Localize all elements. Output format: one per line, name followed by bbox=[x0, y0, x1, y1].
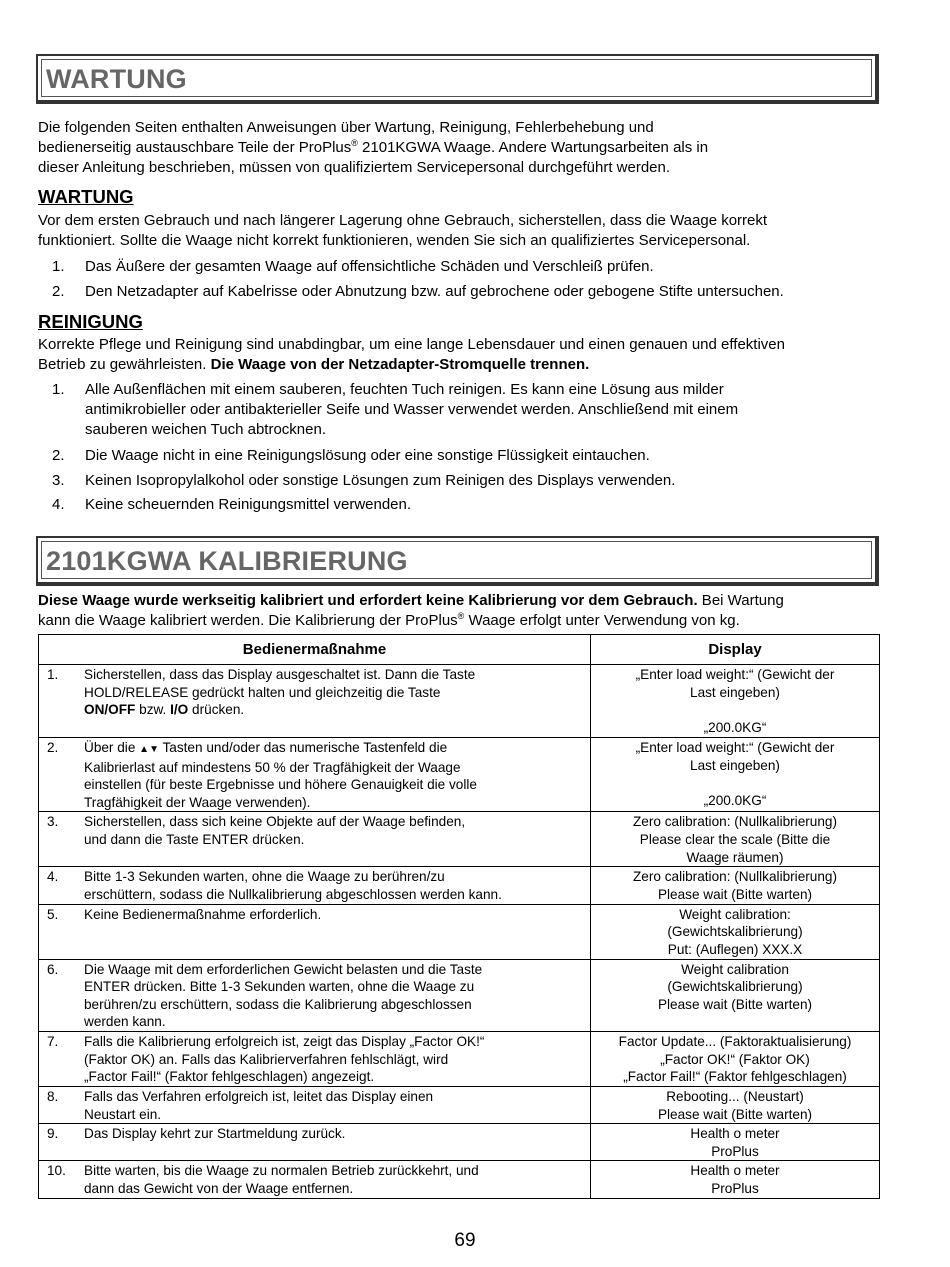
calibration-table bbox=[38, 634, 880, 1199]
wartung-paragraph: Vor dem ersten Gebrauch und nach längerer Lagerung ohne Gebrauch, sicherstellen, dass die Waage korrekt funktioniert. Sollte die Waage nicht korrekt funktionieren, wenden Sie sich an qualifiziertes Servicepersonal. bbox=[38, 212, 768, 249]
display-cell: Zero calibration: (Nullkalibrierung) Please wait (Bitte warten) bbox=[591, 867, 880, 904]
action-cell: 3. Sicherstellen, dass sich keine Objekte auf der Waage befinden, und dann die Taste ENTER drücken. bbox=[39, 812, 591, 867]
section-title: WARTUNG bbox=[46, 64, 187, 94]
table-row bbox=[39, 738, 880, 812]
reinigung-paragraph: Korrekte Pflege und Reinigung sind unabdingbar, um eine lange Lebensdauer und einen genauen und effektiven Betrieb zu gewährleisten. Die Waage von der Netzadapter-Stromquelle trennen. bbox=[38, 336, 785, 373]
action-cell: 5. Keine Bedienermaßnahme erforderlich. bbox=[39, 904, 591, 959]
up-down-arrow-icon: ▲▼ bbox=[139, 744, 159, 755]
table-row bbox=[39, 904, 880, 959]
display-cell: „Enter load weight:“ (Gewicht der Last eingeben) „200.0KG“ bbox=[591, 738, 880, 812]
table-row bbox=[39, 1161, 880, 1198]
section-banner-kalibrierung bbox=[36, 536, 879, 586]
table-header-row bbox=[39, 635, 880, 665]
table-row bbox=[39, 1086, 880, 1123]
column-header-display: Display bbox=[591, 635, 880, 665]
intro-line: dieser Anleitung beschrieben, müssen von qualifiziertem Servicepersonal durchgeführt werden. bbox=[38, 159, 671, 176]
table-row bbox=[39, 665, 880, 738]
column-header-action: Bedienermaßnahme bbox=[39, 635, 591, 665]
display-cell: Weight calibration (Gewichtskalibrierung) Please wait (Bitte warten) bbox=[591, 959, 880, 1031]
heading-wartung: WARTUNG bbox=[38, 186, 134, 207]
display-cell: Zero calibration: (Nullkalibrierung) Please clear the scale (Bitte die Waage räumen) bbox=[591, 812, 880, 867]
table-row bbox=[39, 1031, 880, 1086]
display-cell: Factor Update... (Faktoraktualisierung) „Factor OK!“ (Faktor OK) „Factor Fail!“ (Faktor fehlgeschlagen) bbox=[591, 1031, 880, 1086]
table-row bbox=[39, 812, 880, 867]
table-row bbox=[39, 1124, 880, 1161]
display-cell: Health o meter ProPlus bbox=[591, 1161, 880, 1198]
display-cell: „Enter load weight:“ (Gewicht der Last eingeben) „200.0KG“ bbox=[591, 665, 880, 738]
display-cell: Weight calibration: (Gewichtskalibrierung) Put: (Auflegen) XXX.X bbox=[591, 904, 880, 959]
action-cell: 4. Bitte 1-3 Sekunden warten, ohne die Waage zu berühren/zu erschüttern, sodass die Nullkalibrierung abgeschlossen werden kann. bbox=[39, 867, 591, 904]
page-number: 69 bbox=[454, 1230, 476, 1251]
heading-reinigung: REINIGUNG bbox=[38, 311, 143, 332]
action-cell: 1. Sicherstellen, dass das Display ausgeschaltet ist. Dann die Taste HOLD/RELEASE gedrückt halten und gleichzeitig die Taste ON/OFF bzw. I/O drücken. bbox=[39, 665, 591, 738]
intro-line: bedienerseitig austauschbare Teile der ProPlus® 2101KGWA Waage. Andere Wartungsarbeiten als in bbox=[38, 138, 709, 156]
section-banner-wartung bbox=[36, 54, 879, 104]
display-cell: Health o meter ProPlus bbox=[591, 1124, 880, 1161]
action-cell: 2. Über die ▲▼ Tasten und/oder das numerische Tastenfeld die Kalibrierlast auf mindestens 50 % der Tragfähigkeit der Waage einstellen (für beste Ergebnisse und höhere Genauigkeit die volle Tragfähigkeit der Waage verwenden). bbox=[39, 738, 591, 812]
action-cell: 8. Falls das Verfahren erfolgreich ist, leitet das Display einen Neustart ein. bbox=[39, 1086, 591, 1123]
table-row bbox=[39, 867, 880, 904]
display-cell: Rebooting... (Neustart) Please wait (Bitte warten) bbox=[591, 1086, 880, 1123]
action-cell: 10. Bitte warten, bis die Waage zu normalen Betrieb zurückkehrt, und dann das Gewicht von der Waage entfernen. bbox=[39, 1161, 591, 1198]
action-cell: 9. Das Display kehrt zur Startmeldung zurück. bbox=[39, 1124, 591, 1161]
action-cell: 6. Die Waage mit dem erforderlichen Gewicht belasten und die Taste ENTER drücken. Bitte 1-3 Sekunden warten, ohne die Waage zu berühren/zu erschüttern, sodass die Kalibrierung abgeschlossen werden kann. bbox=[39, 959, 591, 1031]
intro-paragraph bbox=[38, 118, 908, 178]
intro-line: Die folgenden Seiten enthalten Anweisungen über Wartung, Reinigung, Fehlerbehebung und bbox=[38, 119, 654, 136]
action-cell: 7. Falls die Kalibrierung erfolgreich ist, zeigt das Display „Factor OK!“ (Faktor OK) an. Falls das Kalibrierverfahren fehlschlägt, wird „Factor Fail!“ (Faktor fehlgeschlagen) angezeigt. bbox=[39, 1031, 591, 1086]
section-title: 2101KGWA KALIBRIERUNG bbox=[46, 546, 408, 576]
table-row bbox=[39, 959, 880, 1031]
kalibrierung-paragraph: Diese Waage wurde werkseitig kalibriert und erfordert keine Kalibrierung vor dem Gebrauch. Bei Wartung kann die Waage kalibriert werden. Die Kalibrierung der ProPlus® Waage erfolgt unter Verwendung von kg. bbox=[38, 592, 784, 629]
